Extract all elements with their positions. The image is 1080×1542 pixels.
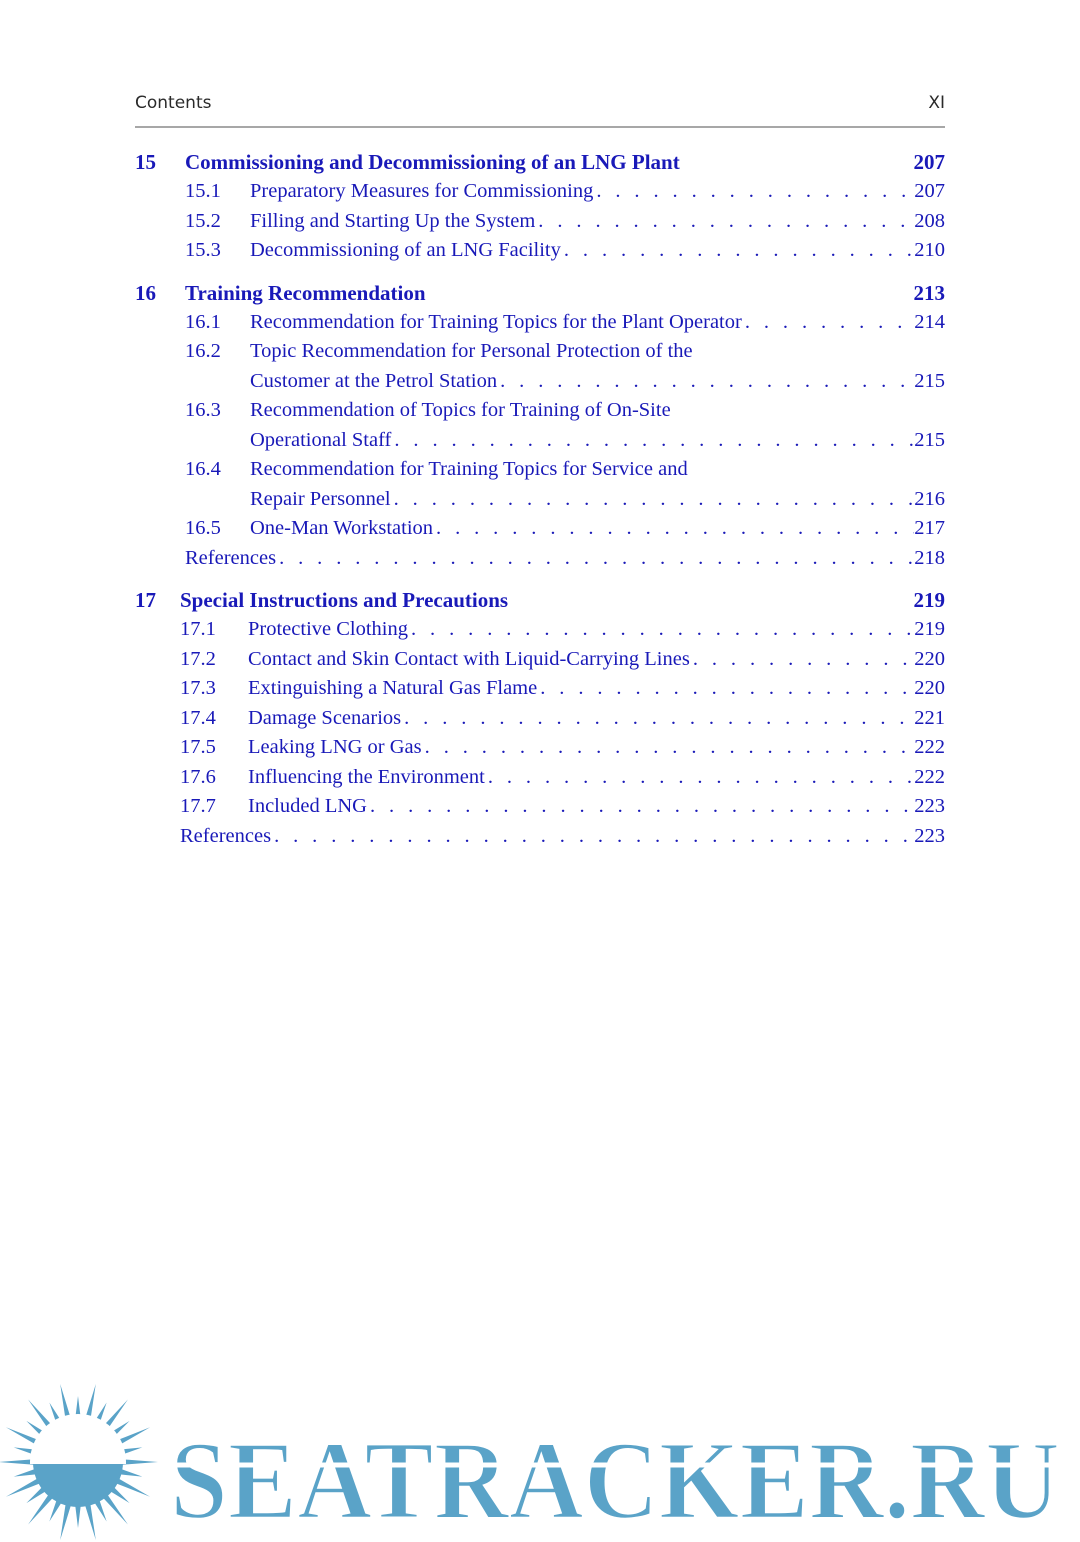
section-title: Leaking LNG or Gas [248, 736, 422, 758]
toc-section-17-4[interactable] [135, 707, 945, 737]
section-number: 17.5 [180, 736, 216, 758]
toc-references-16[interactable] [135, 547, 945, 577]
sun-icon [0, 1384, 158, 1540]
dot-leader [367, 795, 914, 818]
section-number: 16.1 [185, 310, 221, 333]
chapter-page: 207 [913, 150, 945, 174]
dot-leader [497, 370, 914, 393]
section-page: 219 [914, 618, 945, 640]
section-page: 215 [914, 369, 945, 392]
section-title-line-1: Recommendation for Training Topics for Service and [250, 458, 688, 480]
section-number: 16.4 [185, 458, 221, 480]
references-page: 223 [914, 824, 945, 847]
toc-section-17-3[interactable] [135, 677, 945, 707]
section-number: 16.2 [185, 340, 221, 362]
dot-leader [422, 736, 915, 759]
section-number: 17.6 [180, 765, 216, 788]
toc-section-16-3[interactable] [135, 399, 945, 458]
section-title-line-2: Operational Staff [250, 428, 392, 451]
toc-section-16-1[interactable] [135, 311, 945, 341]
dot-leader [561, 239, 914, 262]
chapter-title: Special Instructions and Precautions [180, 588, 509, 612]
dot-leader [271, 825, 914, 848]
section-title: Preparatory Measures for Commissioning [250, 180, 594, 202]
chapter-17 [135, 588, 945, 854]
dot-leader [433, 517, 914, 540]
toc-section-17-6[interactable] [135, 766, 945, 796]
section-number: 17.4 [180, 706, 216, 729]
toc-section-15-1[interactable] [135, 180, 945, 210]
toc-section-16-4[interactable] [135, 458, 945, 517]
running-head [135, 90, 945, 128]
section-page: 220 [914, 677, 945, 699]
section-page: 223 [914, 795, 945, 817]
toc-section-17-2[interactable] [135, 648, 945, 678]
references-title: References [180, 824, 272, 847]
section-title-line-1: Recommendation of Topics for Training of On-Site [250, 399, 671, 421]
dot-leader [690, 648, 914, 671]
dot-leader [535, 210, 914, 233]
toc-section-17-5[interactable] [135, 736, 945, 766]
running-head-page-number: XI [928, 93, 945, 113]
dot-leader [593, 180, 914, 203]
section-number: 16.5 [185, 517, 221, 539]
section-page: 215 [914, 428, 945, 451]
section-title-line-2: Repair Personnel [250, 487, 391, 510]
dot-leader [391, 488, 915, 511]
dot-leader [537, 677, 914, 700]
section-number: 15.2 [185, 209, 221, 232]
references-page: 218 [914, 546, 945, 569]
section-title: Damage Scenarios [248, 706, 402, 729]
section-number: 15.1 [185, 180, 221, 202]
references-title: References [185, 546, 277, 569]
table-of-contents [135, 150, 945, 866]
toc-section-15-3[interactable] [135, 239, 945, 269]
dot-leader [408, 618, 914, 641]
dot-leader [401, 707, 914, 730]
chapter-heading[interactable] [135, 588, 945, 618]
section-number: 15.3 [185, 239, 221, 261]
dot-leader [485, 766, 914, 789]
toc-section-16-5[interactable] [135, 517, 945, 547]
chapter-page: 219 [913, 588, 945, 612]
section-page: 216 [914, 487, 945, 510]
chapter-heading[interactable] [135, 150, 945, 180]
toc-references-17[interactable] [135, 825, 945, 855]
section-page: 210 [914, 239, 945, 261]
section-title-line-2: Customer at the Petrol Station [250, 369, 498, 392]
dot-leader [391, 429, 914, 452]
section-page: 220 [914, 647, 945, 670]
section-number: 17.2 [180, 647, 216, 670]
watermark-text: SEATRACKER.RU [170, 1419, 1060, 1542]
section-number: 17.1 [180, 618, 216, 640]
section-title: Decommissioning of an LNG Facility [250, 239, 561, 261]
section-title: Protective Clothing [248, 618, 408, 640]
chapter-page: 213 [913, 280, 945, 305]
section-title: One-Man Workstation [250, 517, 434, 539]
section-number: 17.3 [180, 677, 216, 699]
section-page: 222 [914, 765, 945, 788]
chapter-number: 15 [135, 150, 156, 174]
chapter-title: Training Recommendation [185, 280, 426, 305]
section-title-line-1: Topic Recommendation for Personal Protection of the [250, 340, 693, 362]
section-number: 16.3 [185, 399, 221, 421]
section-number: 17.7 [180, 795, 216, 817]
section-page: 207 [914, 180, 945, 202]
section-page: 214 [914, 310, 945, 333]
section-page: 221 [914, 706, 945, 729]
chapter-16 [135, 281, 945, 577]
dot-leader [276, 547, 914, 570]
section-title: Extinguishing a Natural Gas Flame [248, 677, 538, 699]
chapter-title: Commissioning and Decommissioning of an LNG Plant [185, 150, 680, 174]
section-title: Recommendation for Training Topics for the Plant Operator [250, 310, 742, 333]
section-page: 208 [914, 209, 945, 232]
section-title: Filling and Starting Up the System [250, 209, 536, 232]
chapter-number: 16 [135, 280, 156, 305]
watermark [0, 1380, 1080, 1542]
chapter-15 [135, 150, 945, 269]
chapter-heading[interactable] [135, 281, 945, 311]
dot-leader [742, 311, 914, 334]
chapter-number: 17 [135, 588, 156, 612]
running-head-title: Contents [135, 93, 212, 113]
section-title: Influencing the Environment [248, 765, 485, 788]
section-page: 217 [914, 517, 945, 539]
section-title: Contact and Skin Contact with Liquid-Carrying Lines [248, 647, 690, 670]
section-title: Included LNG [248, 795, 367, 817]
toc-section-16-2[interactable] [135, 340, 945, 399]
toc-section-17-1[interactable] [135, 618, 945, 648]
section-page: 222 [914, 736, 945, 758]
toc-section-15-2[interactable] [135, 210, 945, 240]
toc-section-17-7[interactable] [135, 795, 945, 825]
